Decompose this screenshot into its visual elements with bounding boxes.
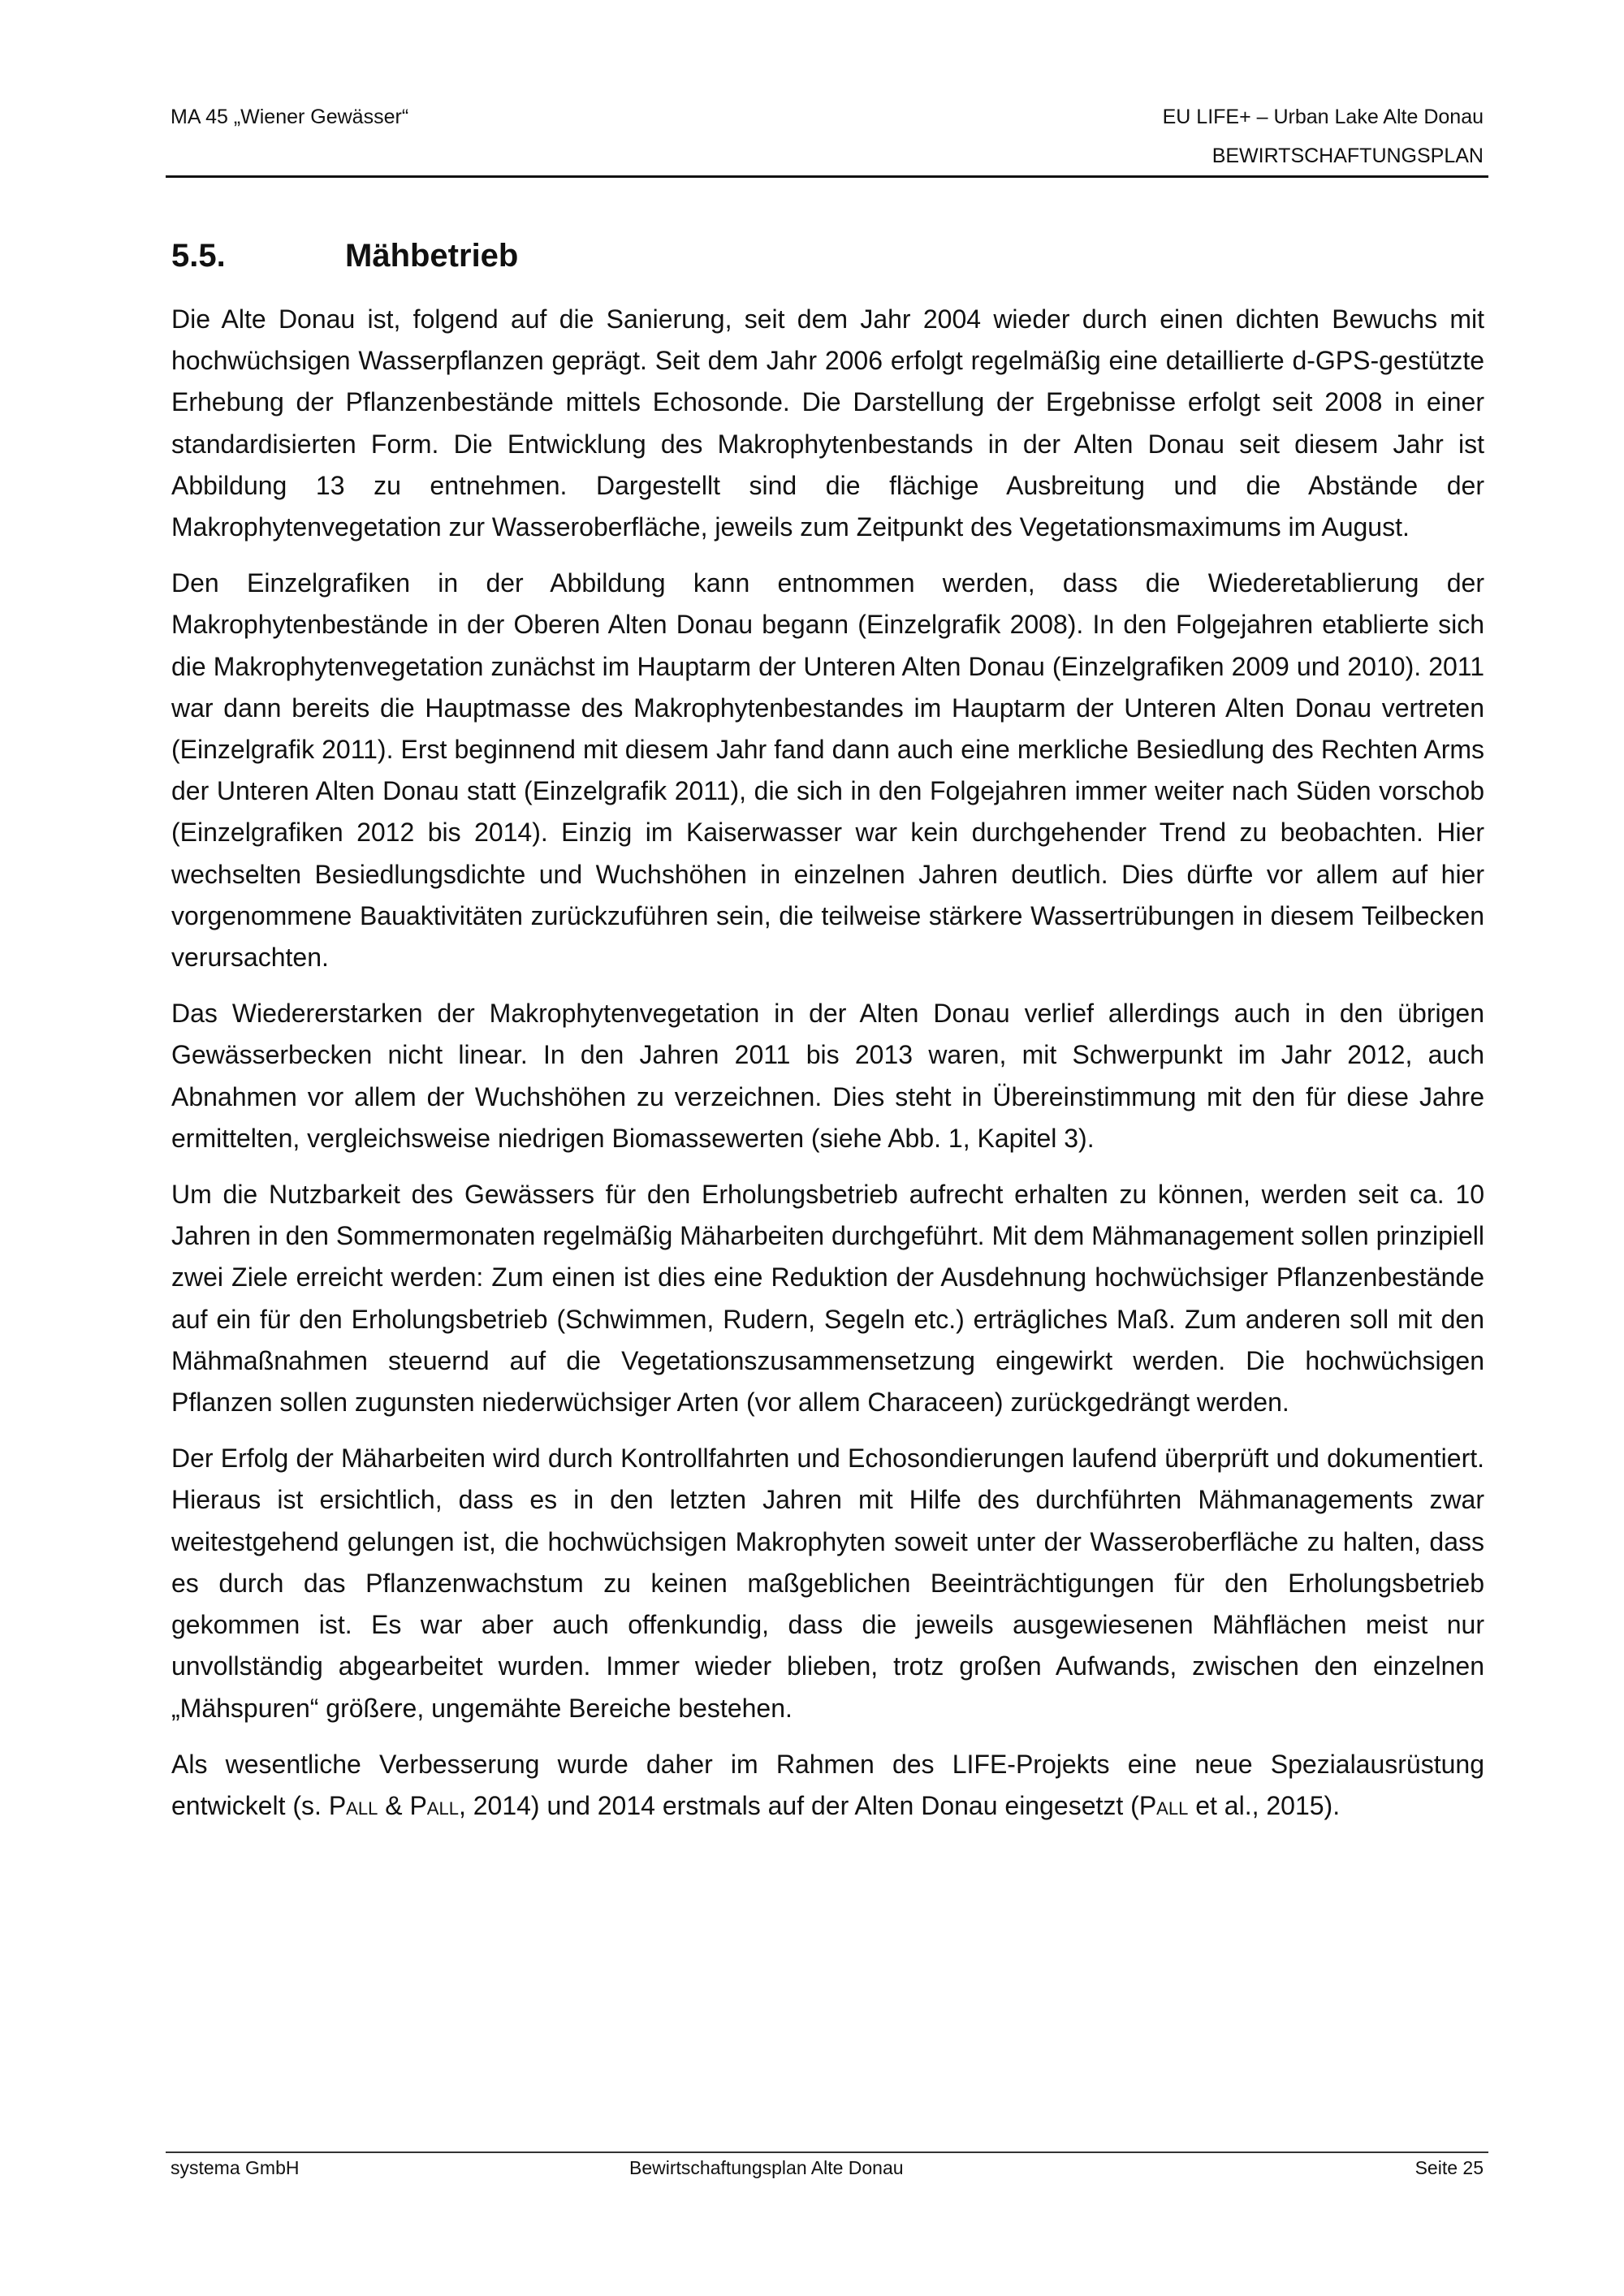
paragraph-nonlinear-recovery: Das Wiedererstarken der Makrophytenvegetation in der Alten Donau verlief allerdings auch in den übrigen Gewässerbecken nicht linear. In den Jahren 2011 bis 2013 waren, mit Schwerpunkt im Jahr 2012, auch Abnahmen vor allem der Wuchshöhen zu verzeichnen. Dies steht in Übereinstimmung mit den für diese Jahre ermittelten, vergleichsweise niedrigen Biomassewerten (siehe Abb. 1, Kapitel 3). [171, 999, 1484, 1153]
header-document-type: BEWIRTSCHAFTUNGSPLAN [1212, 145, 1484, 167]
footer-divider [166, 2151, 1488, 2153]
text-segment: , 2014) und 2014 erstmals auf der Alten Donau eingesetzt ( [458, 1790, 1139, 1820]
header-project-title: EU LIFE+ – Urban Lake Alte Donau [1162, 106, 1484, 128]
footer-company: systema GmbH [171, 2157, 300, 2178]
text-segment: et al., 2015). [1188, 1790, 1341, 1820]
paragraph-mowing-goals: Um die Nutzbarkeit des Gewässers für den Erholungsbetrieb aufrecht erhalten zu können, werden seit ca. 10 Jahren in den Sommermonaten regelmäßig Mäharbeiten durchgeführt. Mit dem Mähmanagement sollen prinzipiell zwei Ziele erreicht werden: Zum einen ist dies eine Reduktion der Ausdehnung hochwüchsiger Pflanzenbestände auf ein für den Erholungsbetrieb (Schwimmen, Rudern, Segeln etc.) erträgliches Maß. Zum anderen soll mit den Mähmaßnahmen steuernd auf die Vegetationszusammensetzung eingewirkt werden. Die hochwüchsigen Pflanzen sollen zugunsten niederwüchsiger Arten (vor allem Characeen) zurückgedrängt werden. [171, 1180, 1484, 1418]
text-segment: Als wesentliche Verbesserung wurde daher im Rahmen des LIFE-Projekts eine neue Spezialausrüstung entwickelt (s. [171, 1749, 1484, 1820]
citation-author: Pall [409, 1790, 459, 1820]
section-title: Mähbetrieb [345, 238, 519, 274]
paragraph-figure-description: Den Einzelgrafiken in der Abbildung kann entnommen werden, dass die Wiederetablierung der Makrophytenbestände in der Oberen Alten Donau begann (Einzelgrafik 2008). In den Folgejahren etablierte sich die Makrophytenvegetation zunächst im Hauptarm der Unteren Alten Donau (Einzelgrafiken 2009 und 2010). 2011 war dann bereits die Hauptmasse des Makrophytenbestandes im Hauptarm der Unteren Alten Donau vertreten (Einzelgrafik 2011). Erst beginnend mit diesem Jahr fand dann auch eine merkliche Besiedlung des Rechten Arms der Unteren Alten Donau statt (Einzelgrafik 2011), die sich in den Folgejahren immer weiter nach Süden vorschob (Einzelgrafiken 2012 bis 2014). Einzig im Kaiserwasser war kein durchgehender Trend zu beobachten. Hier wechselten Besiedlungsdichte und Wuchshöhen in einzelnen Jahren deutlich. Dies dürfte vor allem auf hier vorgenommene Bauaktivitäten zurückzuführen sein, die teilweise stärkere Wassertrübungen in diesem Teilbecken verursachten. [171, 568, 1484, 973]
page-footer [166, 2151, 1488, 2184]
paragraph-mowing-success: Der Erfolg der Mäharbeiten wird durch Kontrollfahrten und Echosondierungen laufend überprüft und dokumentiert. Hieraus ist ersichtlich, dass es in den letzten Jahren mit Hilfe des durchführten Mähmanagements zwar weitestgehend gelungen ist, die hochwüchsigen Makrophyten soweit unter der Wasseroberfläche zu halten, dass es durch das Pflanzenwachstum zu keinen maßgeblichen Beeinträchtigungen für den Erholungsbetrieb gekommen ist. Es war aber auch offenkundig, dass die jeweils ausgewiesenen Mähflächen meist nur unvollständig abgearbeitet wurden. Immer wieder blieben, trotz großen Aufwands, zwischen den einzelnen „Mähspuren“ größere, ungemähte Bereiche bestehen. [171, 1444, 1484, 1723]
text-segment: & [378, 1790, 410, 1820]
body-text [171, 299, 1484, 1841]
page-header [166, 0, 1488, 178]
section-number: 5.5. [171, 238, 226, 274]
paragraph-special-equipment [171, 1744, 1484, 1827]
footer-document-title: Bewirtschaftungsplan Alte Donau [629, 2157, 904, 2178]
section-heading [171, 235, 518, 276]
page-number: Seite 25 [1415, 2157, 1484, 2178]
citation-author: Pall [328, 1790, 378, 1820]
header-organization: MA 45 „Wiener Gewässer“ [171, 106, 409, 128]
citation-author: Pall [1138, 1790, 1189, 1820]
header-divider [166, 175, 1488, 178]
paragraph-macrophyte-survey: Die Alte Donau ist, folgend auf die Sanierung, seit dem Jahr 2004 wieder durch einen dichten Bewuchs mit hochwüchsigen Wasserpflanzen geprägt. Seit dem Jahr 2006 erfolgt regelmäßig eine detaillierte d-GPS-gestützte Erhebung der Pflanzenbestände mittels Echosonde. Die Darstellung der Ergebnisse erfolgt seit 2008 in einer standardisierten Form. Die Entwicklung des Makrophytenbestands in der Alten Donau seit diesem Jahr ist Abbildung 13 zu entnehmen. Dargestellt sind die flächige Ausbreitung und die Abstände der Makrophytenvegetation zur Wasseroberfläche, jeweils zum Zeitpunkt des Vegetationsmaximums im August. [171, 304, 1484, 542]
